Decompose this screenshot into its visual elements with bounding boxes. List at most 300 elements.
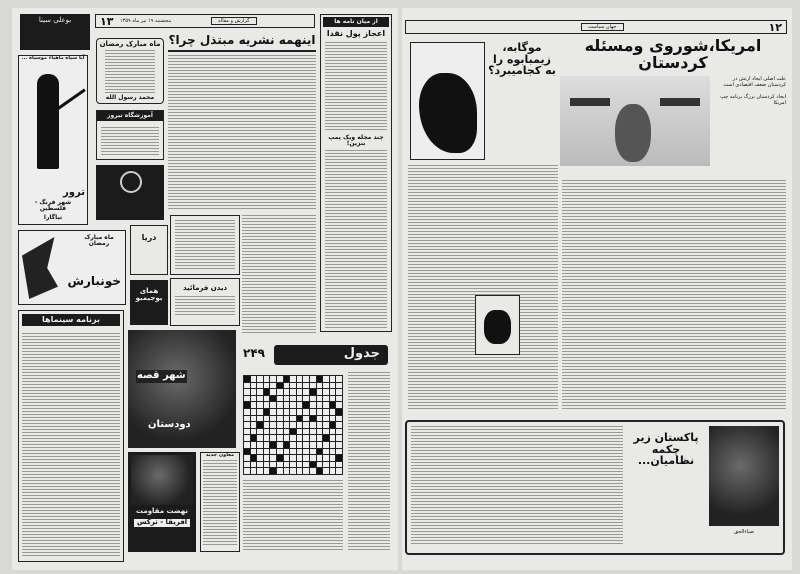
crossword-cell[interactable] [270,416,276,422]
crossword-cell[interactable] [277,376,283,382]
crossword-cell[interactable] [310,468,316,474]
crossword-cell[interactable] [330,422,336,428]
crossword-cell[interactable] [270,455,276,461]
carpet-ad-title: دیدن فرمائید [182,284,228,292]
crossword-cell[interactable] [336,468,342,474]
crossword-cell[interactable] [284,468,290,474]
ad-gunman-footer [21,188,85,221]
crossword-cell[interactable] [323,442,329,448]
letters-column [320,14,392,332]
crossword-cell[interactable] [317,449,323,455]
ad-bouali-title: بوعلی سینا [38,16,72,24]
crossword-cell[interactable] [323,416,329,422]
crossword-cell[interactable] [270,462,276,468]
crossword-cell[interactable] [303,416,309,422]
crossword-cell[interactable] [317,442,323,448]
crossword-cell[interactable] [303,376,309,382]
crossword-cell[interactable] [244,422,250,428]
crossword-cell[interactable] [297,422,303,428]
crossword-cell[interactable] [290,376,296,382]
crossword-number: ۲۴۹ [243,346,265,360]
crossword-cell[interactable] [297,383,303,389]
carpet-ad [170,278,240,326]
crossword-cell[interactable] [270,402,276,408]
gunman-figure [37,74,59,169]
crossword-cell[interactable] [336,376,342,382]
crossword-cell[interactable] [277,422,283,428]
crossword-cell[interactable] [257,449,263,455]
ad-africa: افریقا - ترکس [134,519,190,526]
emblem-icon [120,171,142,193]
crossword-cell[interactable] [336,462,342,468]
crossword-cell[interactable] [284,442,290,448]
crossword-cell[interactable] [244,409,250,415]
crossword-cell[interactable] [257,396,263,402]
crossword-cell[interactable] [284,449,290,455]
left-main-headline: اینهمه نشریه مبتذل چرا؟ [168,33,316,47]
crossword-cell[interactable] [336,389,342,395]
crossword-cell[interactable] [257,409,263,415]
crossword-cell[interactable] [277,396,283,402]
crossword-cell[interactable] [270,376,276,382]
crossword-cell[interactable] [257,416,263,422]
crossword-cell[interactable] [244,376,250,382]
crossword-cell[interactable] [303,389,309,395]
crossword-clues-bottom [243,480,343,552]
crossword-cell[interactable] [257,422,263,428]
crossword-cell[interactable] [290,462,296,468]
crossword-cell[interactable] [317,376,323,382]
crossword-cell[interactable] [277,449,283,455]
pakistan-headline: پاکستان زیر چکمه نظامیان... [633,431,699,468]
crossword-cell[interactable] [284,383,290,389]
crossword-cell[interactable] [244,416,250,422]
crossword-cell[interactable] [330,396,336,402]
crossword-cell[interactable] [310,409,316,415]
crossword-cell[interactable] [336,435,342,441]
crossword-cell[interactable] [284,462,290,468]
crossword-cell[interactable] [277,435,283,441]
crossword-cell[interactable] [284,455,290,461]
crossword-cell[interactable] [251,383,257,389]
crossword-cell[interactable] [297,402,303,408]
crossword-cell[interactable] [303,455,309,461]
crossword-cell[interactable] [336,416,342,422]
page-number-right: ۱۲ [768,21,782,34]
crossword-cell[interactable] [297,409,303,415]
crossword-cell[interactable] [264,429,270,435]
crossword-cell[interactable] [257,462,263,468]
crossword-cell[interactable] [317,422,323,428]
crossword-cell[interactable] [277,402,283,408]
crossword-cell[interactable] [244,429,250,435]
face-drawing [615,104,651,162]
crossword-cell[interactable] [277,468,283,474]
crossword-cell[interactable] [244,435,250,441]
crossword-cell[interactable] [330,416,336,422]
crossword-cell[interactable] [310,422,316,428]
crossword-cell[interactable] [303,468,309,474]
inset-map [475,295,520,355]
crossword-cell[interactable] [284,422,290,428]
crossword-cell[interactable] [251,435,257,441]
crossword-cell[interactable] [290,402,296,408]
crossword-cell[interactable] [323,402,329,408]
crossword-cell[interactable] [264,435,270,441]
crossword-cell[interactable] [264,442,270,448]
pistol-right [660,98,700,106]
crossword-cell[interactable] [251,376,257,382]
crossword-cell[interactable] [310,396,316,402]
left-main-article [168,34,316,210]
headline-rule [168,50,316,52]
crossword-cell[interactable] [264,389,270,395]
bullet-item: ایجاد کردستان بزرگ برنامه چپ امریکا [720,93,786,106]
crossword-cell[interactable] [277,429,283,435]
crossword-cell[interactable] [290,442,296,448]
crossword-cell[interactable] [297,389,303,395]
crossword-cell[interactable] [310,462,316,468]
crossword-cell[interactable] [323,429,329,435]
crossword-cell[interactable] [264,462,270,468]
crossword-cell[interactable] [336,383,342,389]
crossword-cell[interactable] [317,429,323,435]
crossword-cell[interactable] [317,416,323,422]
crossword-cell[interactable] [317,402,323,408]
crossword-cell[interactable] [323,422,329,428]
crossword-cell[interactable] [257,429,263,435]
crossword-cell[interactable] [303,396,309,402]
ad-ramadan [96,38,164,104]
zimbabwe-map [410,42,485,160]
crossword-cell[interactable] [251,449,257,455]
right-article-body [562,180,786,410]
left-article-body-2 [242,215,316,335]
crossword-cell[interactable] [317,396,323,402]
section-label-right: جهان سیاست [581,23,624,31]
crossword-cell[interactable] [257,468,263,474]
crossword-cell[interactable] [270,468,276,474]
zimbabwe-article-body [408,165,558,410]
ad-resistance-title: نهضت مقاومت [135,507,189,515]
crossword-cell[interactable] [244,468,250,474]
rifle-shape [56,89,86,111]
crossword-cell[interactable] [330,402,336,408]
crossword-cell[interactable] [336,455,342,461]
crossword-cell[interactable] [270,389,276,395]
crossword-cell[interactable] [323,389,329,395]
crossword-cell[interactable] [270,396,276,402]
crossword-cell[interactable] [297,449,303,455]
crossword-cell[interactable] [310,389,316,395]
pakistan-article-body [411,426,623,546]
crossword-cell[interactable] [257,402,263,408]
crossword-cell[interactable] [257,455,263,461]
crossword-cell[interactable] [264,376,270,382]
crossword-cell[interactable] [336,449,342,455]
crossword-cell[interactable] [310,383,316,389]
crossword-cell[interactable] [297,396,303,402]
crossword-cell[interactable] [330,455,336,461]
crossword-cell[interactable] [310,435,316,441]
bullet-item: علت اصلی ایجاد ارتش در کردستان ضعف اقتصادی است [723,75,786,88]
ad-khoonbaresh [18,230,126,305]
crossword-cell[interactable] [317,389,323,395]
crossword-cell[interactable] [303,449,309,455]
ad-dodastan-poster [128,330,236,448]
crossword-cell[interactable] [290,396,296,402]
ad-dodastan-title: دودستان [148,419,191,430]
crossword-cell[interactable] [330,442,336,448]
ad-amoozgah-title: آموزشگاه تیروز [97,111,163,121]
crossword-cell[interactable] [277,455,283,461]
crossword-cell[interactable] [317,383,323,389]
ad-darya [130,225,168,275]
crossword-cell[interactable] [251,416,257,422]
crossword-cell[interactable] [264,468,270,474]
crossword-cell[interactable] [264,416,270,422]
crossword-cell[interactable] [270,429,276,435]
crossword-cell[interactable] [303,402,309,408]
right-bullets [714,76,786,166]
crossword-cell[interactable] [284,416,290,422]
crossword-cell[interactable] [323,449,329,455]
crossword-cell[interactable] [297,429,303,435]
crossword-cell[interactable] [323,462,329,468]
crossword-cell[interactable] [297,468,303,474]
crossword-cell[interactable] [303,409,309,415]
crossword-cell[interactable] [264,383,270,389]
crossword-cell[interactable] [270,449,276,455]
right-main-headline: امریکا،شوروی ومسئله کردستان [584,36,762,72]
ad-niagara: نیاگارا [43,213,63,221]
map-shape [419,73,477,153]
crossword-cell[interactable] [270,435,276,441]
cinema-listings [22,333,120,557]
ad-logo [96,165,164,220]
crossword-cell[interactable] [330,429,336,435]
ad-ramadan-title: ماه مبارک رمضان [99,40,161,48]
letters-title: اعجاز پول نقدا [326,29,386,39]
right-main-top [560,38,786,166]
ad-bouali [20,14,90,50]
letters-header: از میان نامه ها [323,17,389,27]
crossword-cell[interactable] [244,455,250,461]
letters-subtitle: چند مجله ویک پمپ بنزین! [328,133,384,147]
crossword-cell[interactable] [323,376,329,382]
crossword-cell[interactable] [336,429,342,435]
crossword-cell[interactable] [330,449,336,455]
ad-gunman-title: ترور [63,186,85,198]
crossword-cell[interactable] [257,442,263,448]
crossword-cell[interactable] [310,416,316,422]
crossword-cell[interactable] [251,462,257,468]
crossword-cell[interactable] [336,409,342,415]
crossword-cell[interactable] [244,449,250,455]
crossword-cell[interactable] [257,383,263,389]
crossword-cell[interactable] [244,402,250,408]
crossword-cell[interactable] [264,422,270,428]
crossword-cell[interactable] [251,442,257,448]
crossword-cell[interactable] [303,422,309,428]
pakistan-box [405,420,785,555]
crossword-cell[interactable] [244,389,250,395]
crossword-cell[interactable] [244,442,250,448]
cinema-program-title: برنامه سینماها [22,314,120,326]
crossword-cell[interactable] [323,396,329,402]
cinema-program [18,310,124,562]
crossword-cell[interactable] [310,429,316,435]
crossword-cell[interactable] [251,402,257,408]
crossword-cell[interactable] [290,389,296,395]
ad-ramadan-calligraphy: محمد رسول الله [105,93,155,101]
crossword-cell[interactable] [290,422,296,428]
crossword-cell[interactable] [297,455,303,461]
crossword-cell[interactable] [323,455,329,461]
crossword-cell[interactable] [303,383,309,389]
crossword-cell[interactable] [264,409,270,415]
crossword-cell[interactable] [277,383,283,389]
crossword-cell[interactable] [290,449,296,455]
crossword-cell[interactable] [303,435,309,441]
photo-caption: ضیاءالحق [734,529,754,535]
crossword-cell[interactable] [251,429,257,435]
crossword-cell[interactable] [270,442,276,448]
crossword-cell[interactable] [336,396,342,402]
crossword-cell[interactable] [264,449,270,455]
date-line: پنجشنبه ۱۹ تیر ماه ۱۳۵۹ [120,18,172,24]
crossword-grid[interactable] [243,375,343,475]
crossword-cell[interactable] [297,435,303,441]
crossword-cell[interactable] [330,435,336,441]
deputy-box [200,452,240,552]
crossword-cell[interactable] [310,402,316,408]
crossword-cell[interactable] [270,383,276,389]
ad-khoonbaresh-title: خونبارش [67,274,121,288]
deputy-title: معاون جدید [205,452,235,458]
ad-gunman [18,55,88,225]
crossword-cell[interactable] [323,435,329,441]
left-article-body [168,55,316,210]
crossword-cell[interactable] [270,409,276,415]
crossword-cell[interactable] [290,429,296,435]
crossword-cell[interactable] [277,442,283,448]
crossword-cell[interactable] [336,442,342,448]
pistol-left [570,98,610,106]
crossword-cell[interactable] [330,376,336,382]
crossword-cell[interactable] [317,455,323,461]
crossword-cell[interactable] [270,422,276,428]
crossword-title-bar [274,345,388,365]
crossword-cell[interactable] [284,429,290,435]
crossword-cell[interactable] [264,402,270,408]
crossword-cell[interactable] [310,376,316,382]
ad-homa-title: همای بوجیمبو [135,287,163,303]
crossword-cell[interactable] [323,383,329,389]
crossword-cell[interactable] [317,435,323,441]
side-headline: موگابه، زیمبابوه را به کجامیبرد؟ [488,41,556,78]
crossword-cell[interactable] [244,396,250,402]
crossword-clues [348,372,390,552]
crossword-cell[interactable] [284,396,290,402]
crossword-cell[interactable] [323,468,329,474]
crossword-title: جدول [343,346,380,361]
crossword-cell[interactable] [284,402,290,408]
crossword-cell[interactable] [251,409,257,415]
crossword-cell[interactable] [251,396,257,402]
crossword-cell[interactable] [251,455,257,461]
crossword-cell[interactable] [330,409,336,415]
crossword-cell[interactable] [284,409,290,415]
crossword-cell[interactable] [251,389,257,395]
crossword-cell[interactable] [297,462,303,468]
crossword-cell[interactable] [317,462,323,468]
crossword-cell[interactable] [297,376,303,382]
crossword-cell[interactable] [257,389,263,395]
crossword-cell[interactable] [297,416,303,422]
ad-shahr-ghesse: شهر قصه [137,370,186,381]
crossword-cell[interactable] [336,422,342,428]
crossword-cell[interactable] [264,455,270,461]
crossword-cell[interactable] [290,455,296,461]
crossword-cell[interactable] [290,435,296,441]
crossword-cell[interactable] [330,389,336,395]
ad-gunman-top: آیا سیاه ماهیاء موسیاه ... [21,55,85,61]
ad-khoonbaresh-image [22,237,58,299]
crossword-cell[interactable] [290,409,296,415]
crossword-cell[interactable] [310,442,316,448]
crossword-cell[interactable] [251,422,257,428]
crossword-cell[interactable] [310,455,316,461]
crossword-cell[interactable] [297,442,303,448]
crossword-cell[interactable] [251,468,257,474]
crossword-cell[interactable] [290,468,296,474]
crossword-cell[interactable] [244,462,250,468]
crossword-cell[interactable] [323,409,329,415]
crossword-cell[interactable] [257,435,263,441]
crossword-cell[interactable] [290,383,296,389]
crossword-cell[interactable] [303,442,309,448]
crossword-cell[interactable] [277,409,283,415]
crossword-cell[interactable] [317,468,323,474]
ad-amoozgah [96,110,164,160]
crossword-cell[interactable] [277,389,283,395]
crossword-cell[interactable] [310,449,316,455]
crossword-cell[interactable] [303,462,309,468]
crossword-cell[interactable] [284,376,290,382]
crossword-cell[interactable] [317,409,323,415]
right-header-bar [405,20,787,34]
crossword-cell[interactable] [284,389,290,395]
crossword-cell[interactable] [330,383,336,389]
crossword-cell[interactable] [244,383,250,389]
crossword-cell[interactable] [330,468,336,474]
pakistan-photo [709,426,779,526]
crossword-cell[interactable] [336,402,342,408]
ad-khoonbaresh-ramadan: ماه مبارک رمضان [84,234,114,248]
left-header-bar [95,14,315,28]
crossword-cell[interactable] [330,462,336,468]
crossword-cell[interactable] [277,462,283,468]
ad-shahr-farang: شهر فرنگ - فلسطین [34,199,72,213]
crossword-cell[interactable] [264,396,270,402]
crossword-cell[interactable] [284,435,290,441]
crossword-cell[interactable] [277,416,283,422]
crossword-cell[interactable] [290,416,296,422]
crossword-cell[interactable] [257,376,263,382]
crossword-cell[interactable] [303,429,309,435]
pakistan-photo-block [709,426,779,549]
